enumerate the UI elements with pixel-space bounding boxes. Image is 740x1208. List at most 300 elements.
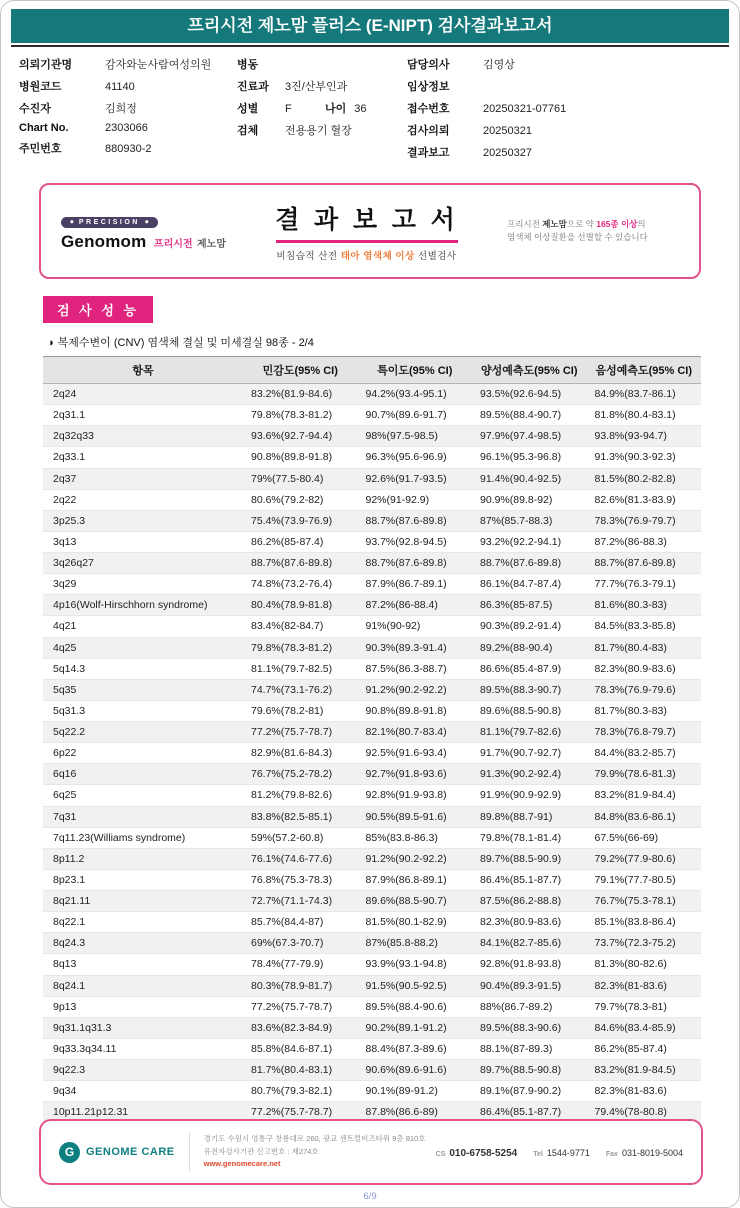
patient-field — [19, 122, 237, 134]
table-row — [43, 447, 701, 468]
table-row — [43, 764, 701, 785]
row-value: 85.1%(83.8-86.4) — [587, 912, 702, 933]
cs-contact — [436, 1143, 518, 1161]
row-item-label: 5q35 — [43, 679, 243, 700]
tel-contact — [533, 1143, 590, 1161]
field-value: 3진/산부인과 — [285, 81, 348, 93]
table-row — [43, 384, 701, 405]
tagline-part: 의 — [637, 218, 646, 229]
row-value: 92%(91-92.9) — [358, 489, 473, 510]
patient-col-right — [407, 56, 721, 166]
brand-name: Genomom — [61, 232, 147, 251]
row-value: 79.1%(77.7-80.5) — [587, 869, 702, 890]
section-header-test-performance: 검 사 성 능 — [43, 296, 153, 323]
row-value: 91.7%(90.7-92.7) — [472, 743, 587, 764]
table-row — [43, 405, 701, 426]
field-label: 병원코드 — [19, 81, 62, 93]
row-value: 80.3%(78.9-81.7) — [243, 975, 358, 996]
row-value: 84.8%(83.6-86.1) — [587, 806, 702, 827]
row-value: 83.2%(81.9-84.6) — [243, 384, 358, 405]
row-item-label: 9q33.3q34.11 — [43, 1038, 243, 1059]
row-value: 81.2%(79.8-82.6) — [243, 785, 358, 806]
row-item-label: 5q31.3 — [43, 700, 243, 721]
row-item-label: 2q33.1 — [43, 447, 243, 468]
table-row — [43, 933, 701, 954]
row-value: 81.8%(80.4-83.1) — [587, 405, 702, 426]
field-value: 김영상 — [483, 59, 515, 71]
tel-label: Tel — [533, 1151, 543, 1158]
field-label: 나이 — [325, 103, 347, 115]
row-item-label: 3q13 — [43, 531, 243, 552]
performance-table — [43, 356, 701, 1123]
row-item-label: 9q34 — [43, 1081, 243, 1102]
table-row — [43, 574, 701, 595]
table-row — [43, 700, 701, 721]
report-title-block — [226, 200, 507, 262]
field-value: F — [285, 103, 292, 115]
report-subtitle — [226, 248, 507, 262]
row-value: 87.2%(86-88.4) — [358, 595, 473, 616]
row-value: 87.5%(86.2-88.8) — [472, 891, 587, 912]
row-item-label: 8p11.2 — [43, 848, 243, 869]
brand-korean-pink: 프리시전 — [153, 239, 193, 250]
row-item-label: 8q21.11 — [43, 891, 243, 912]
row-value: 82.3%(80.9-83.6) — [472, 912, 587, 933]
row-item-label: 2q37 — [43, 468, 243, 489]
genome-care-logo-icon: G — [59, 1142, 80, 1163]
diamond-icon: ◆ — [144, 219, 149, 225]
row-value: 90.9%(89.8-92) — [472, 489, 587, 510]
row-value: 67.5%(66-69) — [587, 827, 702, 848]
row-value: 79.9%(78.6-81.3) — [587, 764, 702, 785]
row-value: 89.5%(88.4-90.6) — [358, 996, 473, 1017]
patient-field — [237, 78, 407, 94]
row-value: 88.1%(87-89.3) — [472, 1038, 587, 1059]
banner-title: 프리시전 제노맘 플러스 (E-NIPT) 검사결과보고서 — [11, 9, 729, 43]
report-title: 결 과 보 고 서 — [275, 205, 458, 234]
row-item-label: 8q13 — [43, 954, 243, 975]
row-value: 83.2%(81.9-84.5) — [587, 1060, 702, 1081]
patient-field — [19, 78, 237, 94]
row-value: 77.7%(76.3-79.1) — [587, 574, 702, 595]
row-value: 98%(97.5-98.5) — [358, 426, 473, 447]
field-value: 감자와눈사람여성의원 — [105, 59, 212, 71]
table-row — [43, 996, 701, 1017]
genomom-logo — [61, 210, 226, 252]
row-value: 96.1%(95.3-96.8) — [472, 447, 587, 468]
row-value: 89.2%(88-90.4) — [472, 637, 587, 658]
row-value: 79.2%(77.9-80.6) — [587, 848, 702, 869]
tagline-line1 — [507, 218, 679, 231]
row-value: 85%(83.8-86.3) — [358, 827, 473, 848]
row-value: 77.2%(75.7-78.7) — [243, 996, 358, 1017]
row-value: 81.5%(80.2-82.8) — [587, 468, 702, 489]
row-value: 96.3%(95.6-96.9) — [358, 447, 473, 468]
row-value: 80.6%(79.2-82) — [243, 489, 358, 510]
row-value: 87.5%(86.3-88.7) — [358, 658, 473, 679]
row-value: 76.7%(75.3-78.1) — [587, 891, 702, 912]
table-row — [43, 912, 701, 933]
row-item-label: 6q16 — [43, 764, 243, 785]
row-item-label: 4q25 — [43, 637, 243, 658]
row-value: 87%(85.8-88.2) — [358, 933, 473, 954]
address-line2: 유전자검사기관 신고번호 : 제274호 — [203, 1146, 319, 1156]
title-underline — [276, 240, 458, 243]
column-header: 양성예측도(95% CI) — [472, 357, 587, 384]
table-row — [43, 954, 701, 975]
field-label: 병동 — [237, 59, 259, 71]
table-row — [43, 806, 701, 827]
patient-field — [407, 100, 721, 116]
row-value: 78.3%(76.8-79.7) — [587, 722, 702, 743]
row-value: 82.3%(80.9-83.6) — [587, 658, 702, 679]
row-value: 76.1%(74.6-77.6) — [243, 848, 358, 869]
row-value: 86.2%(85-87.4) — [243, 531, 358, 552]
row-value: 91.3%(90.2-92.4) — [472, 764, 587, 785]
table-row — [43, 426, 701, 447]
row-value: 93.6%(92.7-94.4) — [243, 426, 358, 447]
row-value: 82.6%(81.3-83.9) — [587, 489, 702, 510]
row-value: 89.5%(88.4-90.7) — [472, 405, 587, 426]
row-value: 78.3%(76.9-79.6) — [587, 679, 702, 700]
table-row — [43, 510, 701, 531]
row-value: 89.8%(88.7-91) — [472, 806, 587, 827]
brand-tagline — [507, 218, 679, 244]
row-value: 90.2%(89.1-91.2) — [358, 1017, 473, 1038]
row-value: 93.2%(92.2-94.1) — [472, 531, 587, 552]
table-row — [43, 531, 701, 552]
row-value: 81.5%(80.1-82.9) — [358, 912, 473, 933]
fax-number: 031-8019-5004 — [621, 1148, 683, 1158]
table-row — [43, 827, 701, 848]
footer-address — [204, 1133, 436, 1170]
row-value: 83.6%(82.3-84.9) — [243, 1017, 358, 1038]
row-value: 94.2%(93.4-95.1) — [358, 384, 473, 405]
row-value: 81.3%(80-82.6) — [587, 954, 702, 975]
row-item-label: 10p11.21p12.31 — [43, 1102, 243, 1123]
half-circle-icon: ◑ — [47, 337, 54, 349]
row-value: 75.4%(73.9-76.9) — [243, 510, 358, 531]
row-item-label: 8q24.3 — [43, 933, 243, 954]
row-value: 79%(77.5-80.4) — [243, 468, 358, 489]
tagline-line2: 염색체 이상질환을 선별할 수 있습니다 — [507, 232, 648, 242]
row-value: 80.7%(79.3-82.1) — [243, 1081, 358, 1102]
row-value: 87%(85.7-88.3) — [472, 510, 587, 531]
tagline-highlight: 165종 이상 — [596, 218, 638, 229]
row-value: 86.1%(84.7-87.4) — [472, 574, 587, 595]
row-value: 86.6%(85.4-87.9) — [472, 658, 587, 679]
row-value: 82.3%(81-83.6) — [587, 1081, 702, 1102]
patient-field — [407, 56, 721, 72]
row-value: 93.5%(92.6-94.5) — [472, 384, 587, 405]
row-item-label: 3p25.3 — [43, 510, 243, 531]
row-value: 83.2%(81.9-84.4) — [587, 785, 702, 806]
genome-care-logo — [59, 1142, 175, 1163]
subtitle-part: 비침습적 산전 — [276, 251, 341, 262]
row-value: 90.7%(89.6-91.7) — [358, 405, 473, 426]
cs-label: CS — [435, 1151, 446, 1158]
row-value: 77.2%(75.7-78.7) — [243, 1102, 358, 1123]
row-item-label: 8q24.1 — [43, 975, 243, 996]
subtitle-part: 선별검사 — [414, 251, 457, 262]
row-item-label: 4q21 — [43, 616, 243, 637]
row-value: 89.6%(88.5-90.8) — [472, 700, 587, 721]
row-value: 91.4%(90.4-92.5) — [472, 468, 587, 489]
table-row — [43, 553, 701, 574]
field-label: 임상정보 — [407, 81, 450, 93]
row-value: 93.8%(93-94.7) — [587, 426, 702, 447]
row-value: 79.8%(78.3-81.2) — [243, 637, 358, 658]
tel-number: 1544-9771 — [546, 1148, 590, 1158]
row-value: 84.6%(83.4-85.9) — [587, 1017, 702, 1038]
row-value: 89.5%(88.3-90.7) — [472, 679, 587, 700]
row-value: 84.1%(82.7-85.6) — [472, 933, 587, 954]
column-header: 특이도(95% CI) — [358, 357, 473, 384]
tagline-part: 프리시전 — [507, 218, 543, 229]
row-value: 90.3%(89.2-91.4) — [472, 616, 587, 637]
table-row — [43, 637, 701, 658]
row-value: 79.6%(78.2-81) — [243, 700, 358, 721]
row-item-label: 2q31.1 — [43, 405, 243, 426]
page-number: 6/9 — [363, 1191, 377, 1202]
row-value: 88.7%(87.6-89.8) — [243, 553, 358, 574]
field-label: 담당의사 — [407, 59, 450, 71]
row-item-label: 9q31.1q31.3 — [43, 1017, 243, 1038]
brand-line — [61, 232, 226, 252]
row-item-label: 2q24 — [43, 384, 243, 405]
row-value: 85.7%(84.4-87) — [243, 912, 358, 933]
row-value: 91.2%(90.2-92.2) — [358, 679, 473, 700]
subtitle-highlight: 태아 염색체 이상 — [340, 251, 415, 262]
row-value: 86.4%(85.1-87.7) — [472, 1102, 587, 1123]
tagline-part: 으로 약 — [566, 218, 597, 229]
address-line1: 경기도 수원시 영통구 창룡대로 260, 광교 센트럴비즈타워 9층 810호 — [203, 1134, 426, 1144]
row-value: 90.6%(89.6-91.6) — [358, 1060, 473, 1081]
row-value: 69%(67.3-70.7) — [243, 933, 358, 954]
table-row — [43, 658, 701, 679]
column-header: 음성예측도(95% CI) — [587, 357, 702, 384]
row-value: 90.4%(89.3-91.5) — [472, 975, 587, 996]
row-value: 90.8%(89.8-91.8) — [358, 700, 473, 721]
patient-field — [19, 140, 237, 156]
row-item-label: 9p13 — [43, 996, 243, 1017]
row-value: 81.7%(80.4-83.1) — [243, 1060, 358, 1081]
table-row — [43, 891, 701, 912]
row-item-label: 5q14.3 — [43, 658, 243, 679]
row-value: 86.2%(85-87.4) — [587, 1038, 702, 1059]
performance-table-header-row — [43, 357, 701, 384]
row-value: 84.4%(83.2-85.7) — [587, 743, 702, 764]
row-value: 91.9%(90.9-92.9) — [472, 785, 587, 806]
field-label: 검체 — [237, 125, 259, 137]
row-item-label: 3q26q27 — [43, 553, 243, 574]
diamond-icon: ◆ — [70, 219, 74, 225]
field-label: 주민번호 — [19, 143, 62, 155]
row-value: 88.7%(87.6-89.8) — [587, 553, 702, 574]
column-header: 항목 — [43, 357, 243, 384]
table-row — [43, 869, 701, 890]
row-item-label: 2q32q33 — [43, 426, 243, 447]
row-value: 97.9%(97.4-98.5) — [472, 426, 587, 447]
table-row — [43, 1081, 701, 1102]
row-value: 88.7%(87.6-89.8) — [358, 553, 473, 574]
row-value: 85.8%(84.6-87.1) — [243, 1038, 358, 1059]
row-value: 88.7%(87.6-89.8) — [358, 510, 473, 531]
row-value: 91.5%(90.5-92.5) — [358, 975, 473, 996]
row-value: 90.1%(89-91.2) — [358, 1081, 473, 1102]
field-value: 20250321 — [483, 125, 532, 137]
row-value: 78.3%(76.9-79.7) — [587, 510, 702, 531]
field-label: 의뢰기관명 — [19, 59, 73, 71]
row-value: 89.5%(88.3-90.6) — [472, 1017, 587, 1038]
row-value: 80.4%(78.9-81.8) — [243, 595, 358, 616]
field-value: 41140 — [105, 81, 135, 93]
table-row — [43, 785, 701, 806]
row-value: 82.3%(81-83.6) — [587, 975, 702, 996]
row-value: 74.8%(73.2-76.4) — [243, 574, 358, 595]
row-value: 91%(90-92) — [358, 616, 473, 637]
patient-field — [407, 78, 721, 94]
table-row — [43, 468, 701, 489]
row-value: 88%(86.7-89.2) — [472, 996, 587, 1017]
patient-col-middle — [237, 56, 407, 166]
row-value: 83.4%(82-84.7) — [243, 616, 358, 637]
table-row — [43, 722, 701, 743]
website-text: www.genomecare.net — [203, 1159, 281, 1169]
row-item-label: 5q22.2 — [43, 722, 243, 743]
row-value: 81.7%(80.4-83) — [587, 637, 702, 658]
row-item-label: 2q22 — [43, 489, 243, 510]
fax-contact — [606, 1143, 683, 1161]
row-item-label: 4p16(Wolf-Hirschhorn syndrome) — [43, 595, 243, 616]
row-value: 91.3%(90.3-92.3) — [587, 447, 702, 468]
field-value: 880930-2 — [105, 143, 152, 155]
patient-field — [407, 122, 721, 138]
row-item-label: 7q11.23(Williams syndrome) — [43, 827, 243, 848]
row-value: 59%(57.2-60.8) — [243, 827, 358, 848]
row-value: 73.7%(72.3-75.2) — [587, 933, 702, 954]
patient-field — [19, 56, 237, 72]
table-row — [43, 848, 701, 869]
row-item-label: 9q22.3 — [43, 1060, 243, 1081]
row-value: 92.6%(91.7-93.5) — [358, 468, 473, 489]
row-value: 91.2%(90.2-92.2) — [358, 848, 473, 869]
field-label: 접수번호 — [407, 103, 450, 115]
precision-badge — [61, 217, 158, 228]
row-value: 81.7%(80.3-83) — [587, 700, 702, 721]
row-value: 89.1%(87.9-90.2) — [472, 1081, 587, 1102]
row-value: 78.4%(77-79.9) — [243, 954, 358, 975]
row-value: 90.5%(89.5-91.6) — [358, 806, 473, 827]
patient-col-left — [19, 56, 237, 166]
table-row — [43, 1017, 701, 1038]
field-label: 수진자 — [19, 103, 51, 115]
field-label: 결과보고 — [407, 147, 450, 159]
row-value: 87.9%(86.8-89.1) — [358, 869, 473, 890]
row-value: 83.8%(82.5-85.1) — [243, 806, 358, 827]
row-value: 86.4%(85.1-87.7) — [472, 869, 587, 890]
fax-label: Fax — [605, 1151, 618, 1158]
row-value: 76.8%(75.3-78.3) — [243, 869, 358, 890]
row-value: 81.6%(80.3-83) — [587, 595, 702, 616]
patient-info-section — [1, 47, 739, 170]
row-value: 88.7%(87.6-89.8) — [472, 553, 587, 574]
field-value: 20250327 — [483, 147, 532, 159]
patient-field — [237, 100, 407, 116]
row-value: 84.5%(83.3-85.8) — [587, 616, 702, 637]
row-item-label: 7q31 — [43, 806, 243, 827]
field-label: 검사의뢰 — [407, 125, 450, 137]
row-item-label: 6p22 — [43, 743, 243, 764]
column-header: 민감도(95% CI) — [243, 357, 358, 384]
row-value: 82.1%(80.7-83.4) — [358, 722, 473, 743]
report-header-box — [39, 183, 701, 279]
field-value: 김희정 — [105, 103, 137, 115]
patient-field — [407, 144, 721, 160]
row-value: 79.8%(78.1-81.4) — [472, 827, 587, 848]
row-value: 84.9%(83.7-86.1) — [587, 384, 702, 405]
patient-field — [19, 100, 237, 116]
row-value: 93.7%(92.8-94.5) — [358, 531, 473, 552]
footer-contacts — [436, 1143, 683, 1161]
table-row — [43, 1038, 701, 1059]
table-caption — [47, 334, 739, 350]
table-row — [43, 616, 701, 637]
tagline-brand: 제노맘 — [542, 218, 567, 229]
row-item-label: 6q25 — [43, 785, 243, 806]
performance-table-body — [43, 384, 701, 1123]
field-label: 진료과 — [237, 81, 269, 93]
patient-field — [237, 122, 407, 138]
table-row — [43, 489, 701, 510]
row-value: 72.7%(71.1-74.3) — [243, 891, 358, 912]
patient-field — [237, 56, 407, 72]
row-item-label: 8q22.1 — [43, 912, 243, 933]
row-value: 79.7%(78.3-81) — [587, 996, 702, 1017]
row-value: 74.7%(73.1-76.2) — [243, 679, 358, 700]
row-value: 79.4%(78-80.8) — [587, 1102, 702, 1123]
cs-number: 010-6758-5254 — [449, 1148, 518, 1159]
row-item-label: 3q29 — [43, 574, 243, 595]
row-item-label: 8p23.1 — [43, 869, 243, 890]
row-value: 86.3%(85-87.5) — [472, 595, 587, 616]
row-value: 88.4%(87.3-89.6) — [358, 1038, 473, 1059]
row-value: 87.9%(86.7-89.1) — [358, 574, 473, 595]
row-value: 82.9%(81.6-84.3) — [243, 743, 358, 764]
row-value: 93.9%(93.1-94.8) — [358, 954, 473, 975]
genome-care-logo-text: GENOME CARE — [86, 1146, 175, 1158]
row-value: 90.3%(89.3-91.4) — [358, 637, 473, 658]
table-row — [43, 679, 701, 700]
row-value: 92.8%(91.8-93.8) — [472, 954, 587, 975]
footer — [39, 1119, 703, 1185]
field-label: Chart No. — [19, 122, 69, 134]
row-value: 87.8%(86.6-89) — [358, 1102, 473, 1123]
brand-korean-gray: 제노맘 — [197, 239, 226, 250]
precision-badge-label: PRECISION — [78, 218, 140, 226]
row-value: 77.2%(75.7-78.7) — [243, 722, 358, 743]
table-row — [43, 975, 701, 996]
row-value: 92.5%(91.6-93.4) — [358, 743, 473, 764]
table-row — [43, 743, 701, 764]
row-value: 81.1%(79.7-82.6) — [472, 722, 587, 743]
field-label: 성별 — [237, 103, 259, 115]
table-row — [43, 595, 701, 616]
row-value: 79.8%(78.3-81.2) — [243, 405, 358, 426]
row-value: 76.7%(75.2-78.2) — [243, 764, 358, 785]
row-value: 92.7%(91.8-93.6) — [358, 764, 473, 785]
table-row — [43, 1060, 701, 1081]
